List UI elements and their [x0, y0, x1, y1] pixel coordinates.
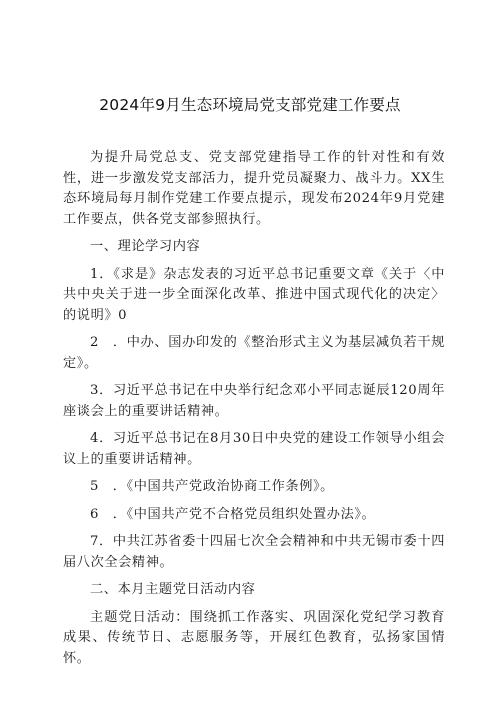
section-heading-theory-study: 一、理论学习内容	[90, 239, 201, 254]
document-body	[63, 148, 445, 676]
study-item-6: 6 ．《中国共产党不合格党员组织处置办法》。	[90, 506, 376, 522]
study-item-5: 5 ．《中国共产党政治协商工作条例》。	[90, 479, 334, 494]
section-heading-party-day: 二、本月主题党日活动内容	[90, 582, 256, 597]
study-item-4: 4．习近平总书记在8月30日中央党的建设工作领导小组会议上的重要讲话精神。	[63, 431, 445, 467]
intro-paragraph: 为提升局党总支、党支部党建指导工作的针对性和有效性，进一步激发党支部活力，提升党员凝聚力、战斗力。XX生态环境局每月制作党建工作要点提示，现发布2024年9月党建工作要点，供各党支部参照执行。	[63, 150, 445, 227]
study-item-2: 2 ．中办、国办印发的《整治形式主义为基层减负若干规定》。	[63, 335, 445, 371]
study-item-1: 1．《求是》杂志发表的习近平总书记重要文章《关于〈中共中央关于进一步全面深化改革、推进中国式现代化的决定〉的说明》0	[63, 266, 445, 323]
document-title: 2024年9月生态环境局党支部党建工作要点	[99, 96, 401, 114]
party-day-activity-paragraph: 主题党日活动：围绕抓工作落实、巩固深化党纪学习教育成果、传统节日、志愿服务等，开展红色教育，弘扬家国情怀。	[63, 609, 445, 666]
study-item-7: 7．中共江苏省委十四届七次全会精神和中共无锡市委十四届八次全会精神。	[63, 534, 445, 570]
study-item-3: 3．习近平总书记在中央举行纪念邓小平同志诞辰120周年座谈会上的重要讲话精神。	[63, 383, 445, 419]
